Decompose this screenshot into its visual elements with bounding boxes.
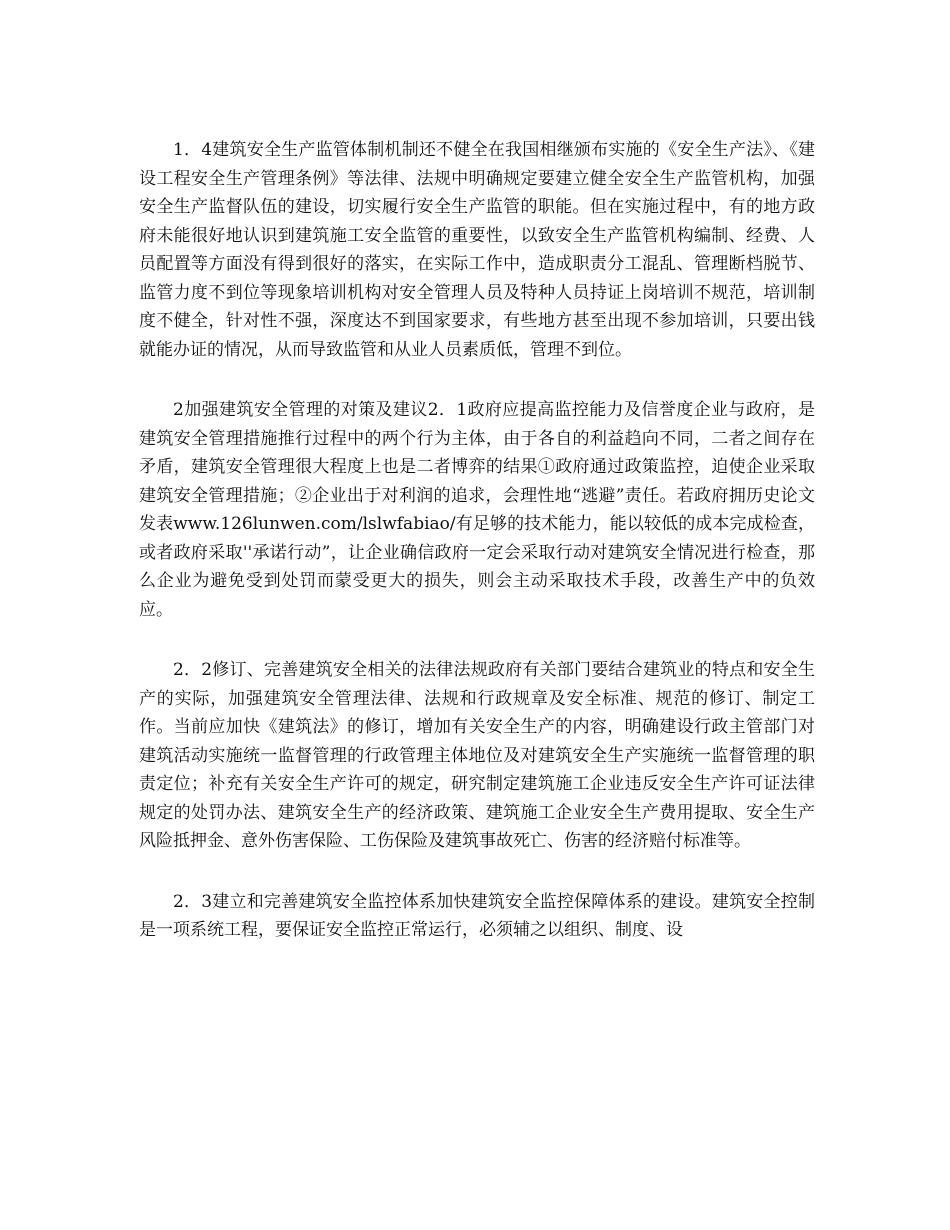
paragraph-spacer: [139, 364, 815, 396]
paragraph-2-2-laws-regulations: 2．2修订、完善建筑安全相关的法律法规政府有关部门要结合建筑业的特点和安全生产的实际，加强建筑安全管理法律、法规和行政规章及安全标准、规范的修订、制定工作。当前应加快《建筑法》的修订，增加有关安全生产的内容，明确建设行政主管部门对建筑活动实施统一监督管理的行政管理主体地位及对建筑安全生产实施统一监督管理的职责定位；补充有关安全生产许可的规定，研究制定建筑施工企业违反安全生产许可证法律规定的处罚办法、建筑安全生产的经济政策、建筑施工企业安全生产费用提取、安全生产风险抵押金、意外伤害保险、工伤保险及建筑事故死亡、伤害的经济赔付标准等。: [139, 660, 815, 851]
paragraph-2-1-government-monitoring: 2加强建筑安全管理的对策及建议2．1政府应提高监控能力及信誉度企业与政府，是建筑安全管理措施推行过程中的两个行为主体，由于各自的利益趋向不同，二者之间存在矛盾，建筑安全管理很大程度上也是二者博弈的结果①政府通过政策监控，迫使企业采取建筑安全管理措施；②企业出于对利润的追求，会理性地“逃避”责任。若政府拥历史论文发表www.126lunwen.com/lslwfabiao/有足够的技术能力，能以较低的成本完成检查，或者政府采取''承诺行动”，让企业确信政府一定会采取行动对建筑安全情况进行检查，那么企业为避免受到处罚而蒙受更大的损失，则会主动采取技术手段，改善生产中的负效应。: [139, 400, 815, 620]
document-page: [139, 136, 815, 945]
paragraph-spacer: [139, 624, 815, 656]
paragraph-1-4-supervision-system: 1．4建筑安全生产监管体制机制还不健全在我国相继颁布实施的《安全生产法》、《建设工程安全生产管理条例》等法律、法规中明确规定要建立健全安全生产监管机构，加强安全生产监督队伍的建设，切实履行安全生产监管的职能。但在实施过程中，有的地方政府未能很好地认识到建筑施工安全监管的重要性，以致安全生产监管机构编制、经费、人员配置等方面没有得到很好的落实，在实际工作中，造成职责分工混乱、管理断档脱节、监管力度不到位等现象培训机构对安全管理人员及特种人员持证上岗培训不规范，培训制度不健全，针对性不强，深度达不到国家要求，有些地方甚至出现不参加培训，只要出钱就能办证的情况，从而导致监管和从业人员素质低，管理不到位。: [139, 140, 815, 360]
paragraph-spacer: [139, 856, 815, 888]
paragraph-2-3-monitoring-system: 2．3建立和完善建筑安全监控体系加快建筑安全监控保障体系的建设。建筑安全控制是一项系统工程，要保证安全监控正常运行，必须辅之以组织、制度、设: [139, 891, 815, 940]
